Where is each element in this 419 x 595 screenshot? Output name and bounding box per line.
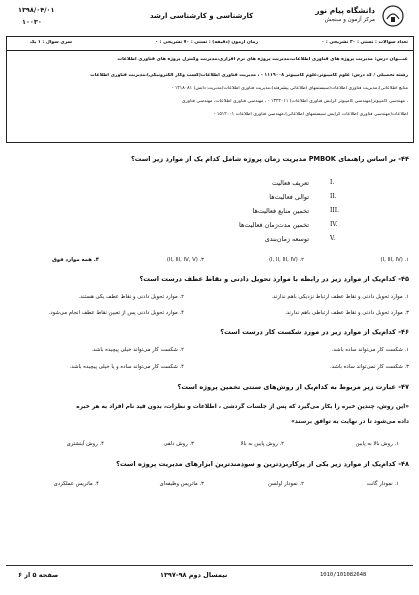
option-3[interactable]: ۳. شکست کار نمی‌تواند ساده باشد. bbox=[329, 364, 409, 370]
field-line-2: منابع اطلاعاتی)،مدیریت فناوری اطلاعات(سیستمهای اطلاعاتی پیشرفته)،مدیریت فناوری اطلاعات(مدیریت دانش) ۱۲۱۸۰۸۱ - bbox=[171, 86, 408, 91]
field-line-1: رشته تحصیلی / کد درس: علوم کامپیوتر،علوم کامپیوتر ۱۱۱۹۰۰۸ - ، مدیریت فناوری اطلاعات(کسب وکار الکترونیکی)،مدیریت فناوری اطلاعات bbox=[90, 73, 408, 78]
question-text: عبارت زیر مربوط به کدام‌یک از روش‌های سنتی تخمین پروژه است؟ bbox=[177, 383, 396, 391]
question-number: ۴۷- bbox=[398, 383, 409, 391]
list-item-roman: IV. bbox=[330, 221, 338, 228]
quote-line-2: داده می‌شود تا در نهایت به توافق برسند» bbox=[291, 419, 409, 425]
option-2[interactable]: ۲. روش پایین به بالا bbox=[240, 441, 284, 447]
option-1[interactable]: ۱. نمودار گانت bbox=[366, 481, 399, 487]
document-code: 1010/101082648 bbox=[320, 572, 367, 578]
exam-code: ۱۰۰۳۰ bbox=[22, 18, 42, 26]
university-name: دانشگاه پیام نور bbox=[315, 6, 375, 15]
course-title: عنـــوان درس: مدیریت پروژه های فناوری اطلاعات،مدیریت پروژه های نرم افزاری،مدیریت وکنترل پروژه های فناوری اطلاعات bbox=[117, 57, 408, 62]
option-2[interactable]: ۲. شکست کار می‌تواند خیلی پیچیده باشد. bbox=[91, 347, 184, 353]
question-text: کدام‌یک از موارد زیر در مورد شکست کار درست است؟ bbox=[220, 328, 396, 336]
series-number: سری سوال : ۱ یک bbox=[29, 40, 72, 45]
university-motto: مرکز آزمون و سنجش bbox=[324, 17, 375, 23]
question-47 bbox=[178, 383, 409, 391]
option-4[interactable]: ۴. ماتریس عملکردی bbox=[53, 481, 99, 487]
option-3[interactable]: ۳. ماتریس وظیفه‌ای bbox=[159, 481, 204, 487]
field-line-4: اطلاعات(مهندسی فناوری اطلاعات گرایش سیستمهای اطلاعاتی)،مهندسی فناوری اطلاعات ۱۵۱۲۰۰۱ - bbox=[213, 112, 408, 117]
option-2[interactable]: ۲. نمودار اولسن bbox=[268, 481, 304, 487]
question-48 bbox=[116, 460, 409, 468]
degree-title: کارشناسی و کارشناسی ارشد bbox=[150, 12, 254, 20]
list-item: توسعه زمان‌بندی bbox=[264, 235, 309, 243]
list-item: توالی فعالیت‌ها bbox=[269, 193, 309, 201]
option-4[interactable]: ۴. موارد تحویل دادنی پس از تعیین نقاط عطف انجام می‌شود. bbox=[48, 310, 184, 316]
option-3[interactable]: ۳. موارد تحویل دادنی و نقاط عطف ارتباطی باهم ندارند. bbox=[284, 310, 409, 316]
question-text: کدام‌یک از موارد زیر در رابطه با موارد تحویل دادنی و نقاط عطف درست است؟ bbox=[139, 275, 396, 283]
footer-divider bbox=[6, 565, 413, 566]
question-number: ۴۶- bbox=[398, 328, 409, 336]
option-1[interactable]: ۱. (I, III, IV) bbox=[380, 257, 409, 263]
option-1[interactable]: ۱. روش بالا به پایین bbox=[355, 441, 399, 447]
exam-date: ۱۳۹۸/۰۴/۰۱ bbox=[18, 6, 55, 14]
field-line-3: ، مهندسی کامپیوتر(مهندسی کامپیوتر گرایش فناوری اطلاعات) ۱۳۲۲۰۱۱ - ، مهندسی فناوری اطلاعات، مهندسی فناوری bbox=[181, 99, 408, 104]
question-number: ۴۴- bbox=[398, 155, 409, 163]
page-number: صفحه ۵ از ۶ bbox=[18, 571, 59, 579]
question-number: ۴۸- bbox=[398, 460, 409, 468]
list-item-roman: II. bbox=[330, 193, 337, 200]
option-3[interactable]: ۳. (II, III, IV, V) bbox=[166, 257, 204, 263]
question-44 bbox=[131, 155, 409, 163]
university-logo bbox=[379, 4, 407, 28]
quote-line-1: «این روش، چندین خبره را بکار می‌گیرد که پس از جلسات گردشی ، اطلاعات و نظرات، بدون قید نام افراد به هر خبره bbox=[76, 404, 409, 410]
question-45 bbox=[139, 275, 409, 283]
list-item-roman: V. bbox=[330, 235, 336, 242]
option-3[interactable]: ۳. روش دلفی bbox=[163, 441, 194, 447]
option-1[interactable]: ۱. موارد تحویل دادنی و نقاط عطف ارتباط نزدیکی باهم ندارند. bbox=[271, 294, 409, 300]
option-1[interactable]: ۱. شکست کار می‌تواند ساده باشد. bbox=[331, 347, 409, 353]
exam-time: زمان آزمون (دقیقه) : تستی : ۷۰ تشریحی : ۰ bbox=[155, 40, 258, 45]
option-4[interactable]: ۴. روش آینشتری bbox=[66, 441, 104, 447]
question-text: بر اساس راهنمای PMBOK مدیریت زمان پروژه شامل کدام یک از موارد زیر است؟ bbox=[130, 155, 396, 163]
list-item-roman: I. bbox=[330, 179, 335, 186]
question-text: کدام‌یک از موارد زیر یکی از پرکاربردترین و سودمندترین ابزارهای مدیریت پروژه است؟ bbox=[116, 460, 396, 468]
exam-info-box bbox=[6, 36, 414, 143]
list-item: تخمین مدت‌زمان فعالیت‌ها bbox=[239, 221, 309, 229]
option-4[interactable]: ۴. همه موارد فوق bbox=[52, 257, 99, 263]
question-counts: تعداد سوالات : تستی : ۳۰ تشریحی : ۰ bbox=[321, 40, 408, 45]
option-4[interactable]: ۴. شکست کار می‌تواند ساده و یا خیلی پیچیده باشد. bbox=[69, 364, 184, 370]
list-item-roman: III. bbox=[330, 207, 340, 214]
option-2[interactable]: ۲. موارد تحویل دادنی و نقاط عطف یکی هستند. bbox=[78, 294, 184, 300]
question-number: ۴۵- bbox=[398, 275, 409, 283]
list-item: تعریف فعالیت bbox=[271, 179, 309, 187]
option-2[interactable]: ۲. (I, II, III, IV) bbox=[268, 257, 304, 263]
question-46 bbox=[220, 328, 409, 336]
term-label: نیمسال دوم ۹۸-۱۳۹۷ bbox=[160, 571, 228, 579]
logo-emblem-icon bbox=[379, 4, 407, 28]
list-item: تخمین منابع فعالیت‌ها bbox=[252, 207, 309, 215]
